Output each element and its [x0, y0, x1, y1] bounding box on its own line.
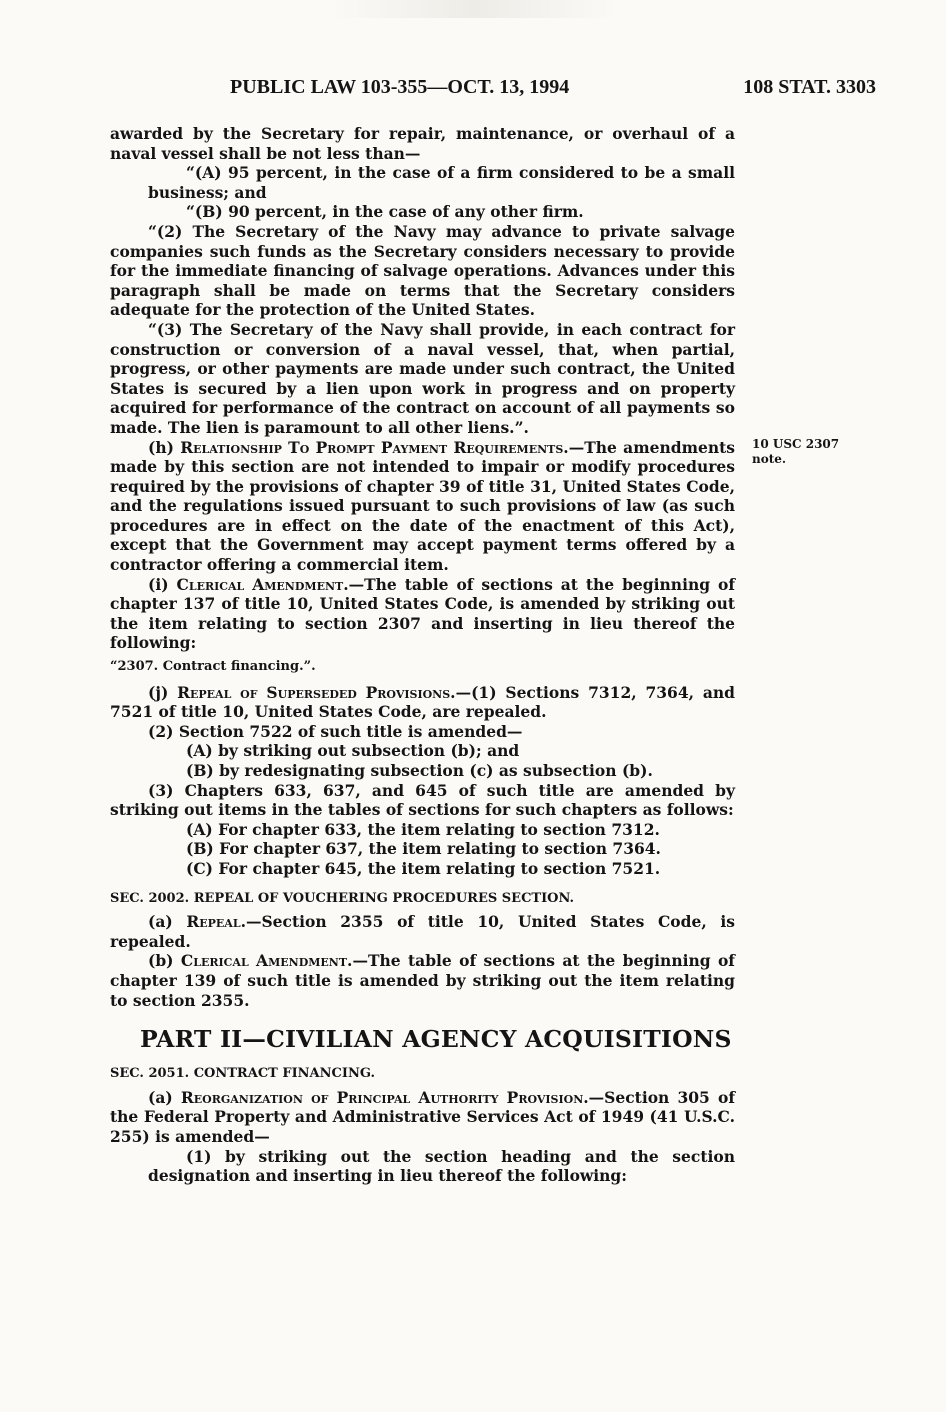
inserted-table-item: “2307. Contract financing.”.: [110, 659, 316, 675]
scan-smudge: [330, 0, 620, 18]
section-heading-2002: SEC. 2002. REPEAL OF VOUCHERING PROCEDURES SECTION.: [110, 890, 575, 906]
subsection-heading: Reorganization of Principal Authority Provision.: [180, 1087, 589, 1107]
subsection-i: [110, 575, 735, 653]
paragraph: awarded by the Secretary for repair, maintenance, or overhaul of a naval vessel shall be not less than—: [110, 124, 735, 163]
subsection-a: [110, 912, 735, 951]
paragraph: (B) For chapter 637, the item relating to section 7364.: [186, 839, 661, 859]
subsection-body: —Section 2355 of title 10, United States Code, is repealed.: [110, 912, 735, 951]
paragraph: (2) Section 7522 of such title is amended—: [148, 721, 523, 741]
subsection-b: [110, 951, 735, 1010]
subsection-body: —The table of sections at the beginning of chapter 137 of title 10, United States Code, is amended by striking out the item relating to section 2307 and inserting in lieu thereof the following:: [110, 574, 736, 653]
margin-citation-line2: note.: [752, 452, 787, 466]
paragraph: (B) by redesignating subsection (c) as subsection (b).: [186, 761, 653, 780]
subsection-label: (a): [148, 1087, 173, 1107]
subsection-heading: Repeal.: [186, 912, 246, 932]
subsection-heading: Clerical Amendment.: [180, 951, 353, 971]
paragraph: (A) by striking out subsection (b); and: [186, 741, 520, 761]
subsection-label: (a): [148, 912, 173, 932]
subsection-label: (h): [148, 437, 174, 457]
margin-citation-line1: 10 USC 2307: [752, 437, 840, 451]
paragraph: [110, 1147, 735, 1186]
body-text: [110, 124, 735, 1186]
subsection-label: (j): [148, 682, 169, 702]
paragraph: “(3) The Secretary of the Navy shall provide, in each contract for construction or conversion of a naval vessel, that, when partial, progress, or other payments are made under such contract, the United States is secured by a lien upon work in progress and on property acquired for performance of the contract on account of all payments so made. The lien is paramount to all other liens.”.: [110, 319, 735, 437]
margin-citation: [752, 437, 839, 467]
part-heading: PART II—CIVILIAN AGENCY ACQUISITIONS: [140, 1025, 732, 1054]
subsection-a-reorg: [110, 1088, 735, 1147]
paragraph: (3) Chapters 633, 637, and 645 of such title are amended by striking out items in the tables of sections for such chapters as follows:: [110, 780, 735, 820]
paragraph: “(2) The Secretary of the Navy may advance to private salvage companies such funds as the Secretary considers necessary to provide for the immediate financing of salvage operations. Advances under this paragraph shall be made on terms that the Secretary considers adequate for the protection of the United States.: [110, 221, 735, 320]
paragraph: “(B) 90 percent, in the case of any other firm.: [186, 202, 584, 222]
subsection-label: (i): [148, 574, 169, 594]
header-stat-page: 108 STAT. 3303: [743, 76, 876, 98]
paragraph: (C) For chapter 645, the item relating to section 7521.: [186, 858, 661, 878]
subsection-h: [110, 438, 735, 575]
subsection-body: —The table of sections at the beginning of chapter 139 of such title is amended by striking out the item relating to section 2355.: [110, 951, 735, 1010]
subsection-body: —The amendments made by this section are not intended to impair or modify procedures required by the provisions of chapter 39 of title 31, United States Code, and the regulations issued pursuant to such provisions of law (as such procedures are in effect on the date of the enactment of this Act), except that the Government may accept payment terms offered by a contractor offering a commercial item.: [110, 437, 735, 575]
paragraph: (A) For chapter 633, the item relating to section 7312.: [186, 819, 660, 839]
paragraph-text: (1) by striking out the section heading and the section designation and inserting in lieu thereof the following:: [148, 1146, 735, 1186]
paragraph: “(A) 95 percent, in the case of a firm considered to be a small business; and: [148, 163, 735, 202]
subsection-heading: Clerical Amendment.: [176, 574, 349, 594]
subsection-j: [110, 683, 735, 722]
section-heading-2051: SEC. 2051. CONTRACT FINANCING.: [110, 1066, 376, 1082]
subsection-body: —Section 305 of the Federal Property and Administrative Services Act of 1949 (41 U.S.C. 255) is amended—: [110, 1087, 735, 1146]
subsection-label: (b): [148, 951, 174, 971]
subsection-heading: Repeal of Superseded Provisions.: [177, 682, 456, 702]
subsection-heading: Relationship To Prompt Payment Requirements.: [180, 437, 569, 457]
subsection-body: —(1) Sections 7312, 7364, and 7521 of title 10, United States Code, are repealed.: [110, 682, 736, 722]
header-title: PUBLIC LAW 103-355—OCT. 13, 1994: [230, 76, 570, 98]
